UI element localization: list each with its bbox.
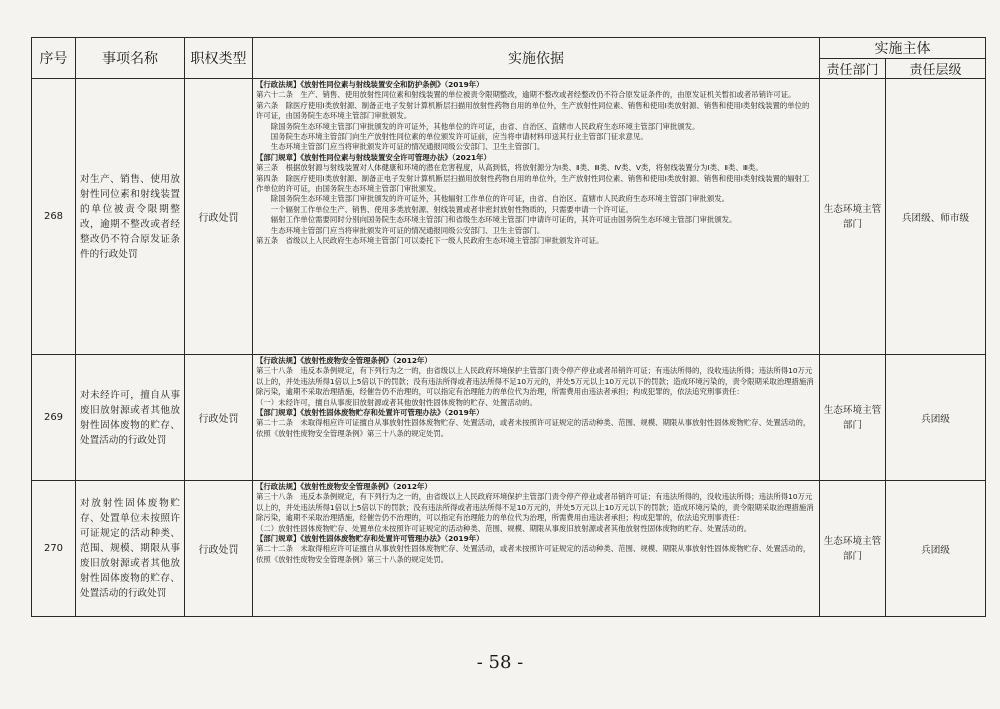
basis-source-heading: 【行政法规】《放射性废物安全管理条例》（2012年） [256,356,432,365]
row-name: 对未经许可，擅自从事废旧放射源或者其他放射性固体废物的贮存、处置活动的行政处罚 [76,355,185,481]
power-list-table [31,37,986,617]
row-type: 行政处罚 [185,79,253,355]
row-no: 270 [32,481,76,617]
basis-paragraph: 第二十二条 未取得相应许可证擅自从事放射性固体废物贮存、处置活动，或者未按照许可证规定的活动种类、范围、规模、期限从事放射性固体废物贮存、处置活动的，依照《放射性废物安全管理条例》第三十八条的规定处罚。 [256,544,811,564]
basis-source-heading: 【行政法规】《放射性同位素与射线装置安全和防护条例》（2019年） [256,80,484,89]
basis-paragraph: 辐射工作单位需要同时分别向国务院生态环境主管部门和省级生态环境主管部门申请许可证的，其许可证由国务院生态环境主管部门审批颁发。 [270,215,737,225]
row-name: 对生产、销售、使用放射性同位素和射线装置的单位被责令限期整改，逾期不整改或者经整改仍不符合原发证条件的行政处罚 [76,79,185,355]
basis-paragraph: 生态环境主管部门应当将审批颁发许可证的情况通报同级公安部门、卫生主管部门。 [270,142,545,152]
basis-paragraph: 国务院生态环境主管部门向生产放射性同位素的单位颁发许可证前，应当将申请材料印送其行业主管部门征求意见。 [270,132,648,142]
row-level: 兵团级 [886,355,986,481]
table-row [32,355,986,481]
row-dept: 生态环境主管部门 [820,355,886,481]
table-row [32,79,986,355]
header-no: 序号 [32,38,76,79]
basis-paragraph: 第三条 根据放射源与射线装置对人体健康和环境的潜在危害程度，从高到低，将放射源分为Ⅰ类、Ⅱ类、Ⅲ类、Ⅳ类、Ⅴ类，将射线装置分为Ⅰ类、Ⅱ类、Ⅲ类。 [256,163,763,173]
basis-source-heading: 【行政法规】《放射性废物安全管理条例》（2012年） [256,482,432,491]
basis-paragraph: 生态环境主管部门应当将审批颁发许可证的情况通报同级公安部门、卫生主管部门。 [270,225,545,235]
basis-paragraph: 除国务院生态环境主管部门审批颁发的许可证外，其他单位的许可证，由省、自治区、直辖市人民政府生态环境主管部门审批颁发。 [270,121,700,131]
row-dept: 生态环境主管部门 [820,79,886,355]
row-basis [253,79,820,355]
basis-paragraph: 第二十二条 未取得相应许可证擅自从事放射性固体废物贮存、处置活动，或者未按照许可证规定的活动种类、范围、规模、期限从事放射性固体废物贮存、处置活动的，依照《放射性废物安全管理条例》第三十八条的规定处罚。 [256,418,811,438]
row-level: 兵团级 [886,481,986,617]
row-dept: 生态环境主管部门 [820,481,886,617]
header-name: 事项名称 [76,38,185,79]
basis-paragraph: 第四条 除医疗使用Ⅰ类放射源、制备正电子发射计算机断层扫描用放射性药物自用的单位外，生产放射性同位素、销售和使用Ⅰ类放射源、销售和使用Ⅰ类射线装置的辐射工作单位的许可证，由国务院生态环境主管部门审批颁发。 [256,173,810,194]
header-subject: 实施主体 [820,38,986,59]
basis-paragraph: （一）未经许可，擅自从事废旧放射源或者其他放射性固体废物的贮存、处置活动的。 [256,397,537,407]
basis-paragraph: 一个辐射工作单位生产、销售、使用多类放射源、射线装置或者非密封放射性物质的，只需要申请一个许可证。 [270,204,633,214]
header-dept: 责任部门 [820,59,886,79]
row-level: 兵团级、师市级 [886,79,986,355]
row-basis [253,355,820,481]
row-type: 行政处罚 [185,355,253,481]
basis-paragraph: 第六条 除医疗使用Ⅰ类放射源、制备正电子发射计算机断层扫描用放射性药物自用的单位外，生产放射性同位素、销售和使用Ⅰ类放射源、销售和使用Ⅰ类射线装置的单位的许可证，由国务院生态环境主管部门审批颁发。 [256,100,810,121]
basis-paragraph: （二）放射性固体废物贮存、处置单位未按照许可证规定的活动种类、范围、规模、期限从事废旧放射源或者其他放射性固体废物的贮存、处置活动的。 [256,523,752,533]
page-number: - 58 - [476,652,524,673]
basis-paragraph: 除国务院生态环境主管部门审批颁发的许可证外，其他辐射工作单位的许可证，由省、自治区、直辖市人民政府生态环境主管部门审批颁发。 [270,194,730,204]
basis-source-heading: 【部门规章】《放射性固体废物贮存和处置许可管理办法》（2019年） [256,408,484,418]
basis-source-heading: 【部门规章】《放射性固体废物贮存和处置许可管理办法》（2019年） [256,534,484,544]
row-no: 268 [32,79,76,355]
basis-paragraph: 第六十二条 生产、销售、使用放射性同位素和射线装置的单位被责令限期整改，逾期不整改或者经整改仍不符合原发证条件的，由原发证机关暂扣或者吊销许可证。 [256,90,796,100]
row-no: 269 [32,355,76,481]
table-row [32,481,986,617]
row-name: 对放射性固体废物贮存、处置单位未按照许可证规定的活动种类、范围、规模、期限从事废旧放射源或者其他放射性固体废物的贮存、处置活动的行政处罚 [76,481,185,617]
row-basis [253,481,820,617]
row-type: 行政处罚 [185,481,253,617]
basis-paragraph: 第三十八条 违反本条例规定，有下列行为之一的，由省级以上人民政府环境保护主管部门责令停产停业或者吊销许可证；有违法所得的，没收违法所得；违法所得10万元以上的，并处违法所得1倍以上5倍以下的罚款；没有违法所得或者违法所得不足10万元的，并处5万元以上10万元以下的罚款；造成环境污染的，责令限期采取治理措施消除污染，逾期不采取治理措施，经催告仍不治理的，可以指定有治理能力的单位代为治理，所需费用由违法者承担；构成犯罪的，依法追究刑事责任： [256,492,814,523]
basis-source-heading: 【部门规章】《放射性同位素与射线装置安全许可管理办法》（2021年） [256,152,491,162]
header-type: 职权类型 [185,38,253,79]
basis-paragraph: 第三十八条 违反本条例规定，有下列行为之一的，由省级以上人民政府环境保护主管部门责令停产停业或者吊销许可证；有违法所得的，没收违法所得；违法所得10万元以上的，并处违法所得1倍以上5倍以下的罚款；没有违法所得或者违法所得不足10万元的，并处5万元以上10万元以下的罚款；造成环境污染的，责令限期采取治理措施消除污染，逾期不采取治理措施，经催告仍不治理的，可以指定有治理能力的单位代为治理，所需费用由违法者承担；构成犯罪的，依法追究刑事责任： [256,366,814,397]
header-basis: 实施依据 [253,38,820,79]
basis-paragraph: 第五条 省级以上人民政府生态环境主管部门可以委托下一级人民政府生态环境主管部门审批颁发许可证。 [256,236,604,246]
header-level: 责任层级 [886,59,986,79]
